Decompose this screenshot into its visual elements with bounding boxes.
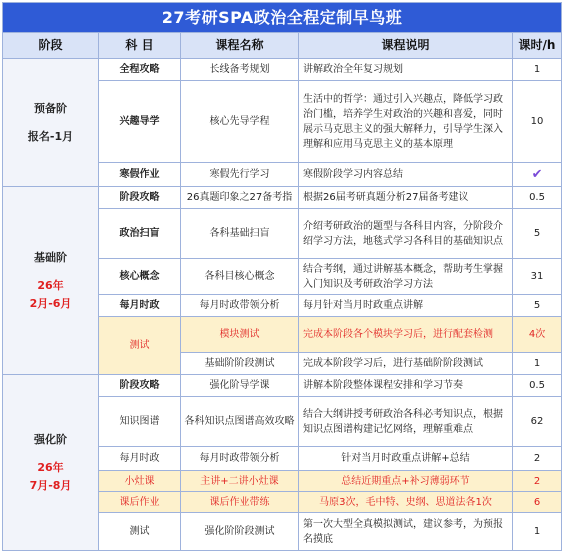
description-cell: 根据26届考研真题分析27届备考建议 — [299, 187, 513, 209]
check-icon: ✔ — [513, 163, 562, 187]
subject-cell: 兴趣导学 — [99, 81, 181, 163]
description-cell: 讲解本阶段整体课程安排和学习节奏 — [299, 375, 513, 397]
description-cell: 马原3次，毛中特、史纲、思道法各1次 — [299, 492, 513, 513]
description-cell: 完成本阶段各个模块学习后，进行配套检测 — [299, 317, 513, 353]
description-cell: 结合大纲讲授考研政治各科必考知识点，根据知识点图谱构建记忆网络，理解重难点 — [299, 397, 513, 447]
course-cell: 26真题印象之27备考指 — [181, 187, 299, 209]
header-course: 课程名称 — [181, 33, 299, 59]
course-cell: 各科基础扫盲 — [181, 209, 299, 259]
description-cell: 寒假阶段学习内容总结 — [299, 163, 513, 187]
course-cell: 每月时政带领分析 — [181, 447, 299, 471]
hours-cell: 62 — [513, 397, 562, 447]
description-cell: 结合考纲，通过讲解基本概念，帮助考生掌握入门知识及考研政治学习方法 — [299, 259, 513, 295]
stage-cell-preparation — [3, 59, 99, 187]
table-title: 27考研SPA政治全程定制早鸟班 — [3, 3, 562, 33]
hours-cell: 2 — [513, 471, 562, 492]
subject-cell: 阶段攻略 — [99, 375, 181, 397]
description-cell: 针对当月时政重点讲解+总结 — [299, 447, 513, 471]
stage-period-year: 26年 — [37, 278, 64, 292]
stage-cell-foundation — [3, 187, 99, 375]
stage-name: 基础阶 — [34, 250, 67, 264]
description-cell: 总结近期重点+补习薄弱环节 — [299, 471, 513, 492]
subject-cell: 知识图谱 — [99, 397, 181, 447]
course-cell: 主讲+二讲小灶课 — [181, 471, 299, 492]
description-cell: 每月针对当月时政重点讲解 — [299, 295, 513, 317]
header-subject: 科 目 — [99, 33, 181, 59]
hours-cell: 4次 — [513, 317, 562, 353]
stage-cell-intensive — [3, 375, 99, 551]
hours-cell: 1 — [513, 353, 562, 375]
header-description: 课程说明 — [299, 33, 513, 59]
subject-cell: 政治扫盲 — [99, 209, 181, 259]
hours-cell: 1 — [513, 59, 562, 81]
hours-cell: 5 — [513, 295, 562, 317]
course-cell: 强化阶阶段测试 — [181, 513, 299, 551]
course-cell: 各科知识点图谱高效攻略 — [181, 397, 299, 447]
description-cell: 生活中的哲学：通过引入兴趣点，降低学习政治门槛，培养学生对政治的兴趣和喜爱，同时展示马克思主义的强大解释力，引导学生深入理解和应用马克思主义的基本原理 — [299, 81, 513, 163]
subject-cell: 全程攻略 — [99, 59, 181, 81]
course-table — [2, 2, 562, 551]
hours-cell: 1 — [513, 513, 562, 551]
subject-cell: 核心概念 — [99, 259, 181, 295]
subject-cell: 测试 — [99, 513, 181, 551]
course-cell: 课后作业带练 — [181, 492, 299, 513]
subject-cell: 小灶课 — [99, 471, 181, 492]
table-row — [3, 59, 562, 81]
course-cell: 基础阶阶段测试 — [181, 353, 299, 375]
subject-cell: 课后作业 — [99, 492, 181, 513]
course-cell: 长线备考规划 — [181, 59, 299, 81]
course-cell: 强化阶导学课 — [181, 375, 299, 397]
hours-cell: 10 — [513, 81, 562, 163]
stage-name: 强化阶 — [34, 432, 67, 446]
subject-cell: 每月时政 — [99, 447, 181, 471]
course-cell: 每月时政带领分析 — [181, 295, 299, 317]
header-hours: 课时/h — [513, 33, 562, 59]
stage-period-months: 2月-6月 — [29, 296, 72, 310]
description-cell: 完成本阶段学习后，进行基础阶阶段测试 — [299, 353, 513, 375]
hours-cell: 5 — [513, 209, 562, 259]
stage-period-year: 26年 — [37, 460, 64, 474]
header-row — [3, 33, 562, 59]
table-row — [3, 375, 562, 397]
course-cell: 模块测试 — [181, 317, 299, 353]
header-stage: 阶段 — [3, 33, 99, 59]
hours-cell: 0.5 — [513, 375, 562, 397]
table-row — [3, 187, 562, 209]
stage-period-months: 7月-8月 — [29, 478, 72, 492]
description-cell: 介绍考研政治的题型与各科目内容，分阶段介绍学习方法，地毯式学习各科目的基础知识点 — [299, 209, 513, 259]
subject-cell: 每月时政 — [99, 295, 181, 317]
hours-cell: 6 — [513, 492, 562, 513]
subject-cell: 阶段攻略 — [99, 187, 181, 209]
subject-cell: 寒假作业 — [99, 163, 181, 187]
subject-cell: 测试 — [99, 317, 181, 375]
stage-period: 报名-1月 — [27, 129, 74, 143]
hours-cell: 2 — [513, 447, 562, 471]
course-cell: 寒假先行学习 — [181, 163, 299, 187]
hours-cell: 0.5 — [513, 187, 562, 209]
course-cell: 核心先导学程 — [181, 81, 299, 163]
hours-cell: 31 — [513, 259, 562, 295]
course-schedule — [2, 2, 561, 545]
description-cell: 讲解政治全年复习规划 — [299, 59, 513, 81]
course-cell: 各科目核心概念 — [181, 259, 299, 295]
description-cell: 第一次大型全真模拟测试，建议参考，为预报名摸底 — [299, 513, 513, 551]
stage-name: 预备阶 — [34, 101, 67, 115]
